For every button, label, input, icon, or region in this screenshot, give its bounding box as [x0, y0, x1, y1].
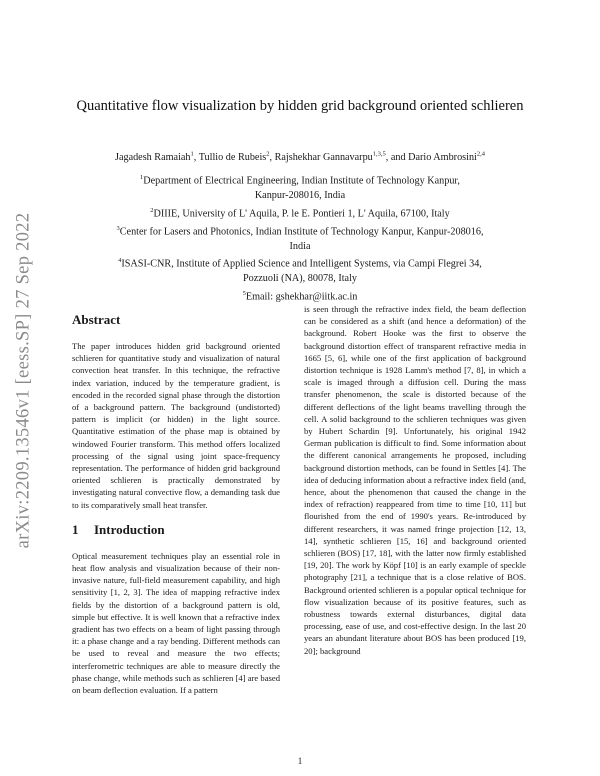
section-title: Introduction — [94, 521, 165, 537]
affiliation-line: Pozzuoli (NA), 80078, Italy — [242, 273, 358, 285]
author: Tullio de Rubeis$^2$, — [198, 151, 275, 164]
affiliation-line: $^2$DIIIE, University of L' Aquila, P. le E. Pontieri 1, L' Aquila, 67100, Italy — [150, 206, 450, 219]
left-column — [72, 312, 280, 696]
page-number: 1 — [297, 756, 303, 766]
arxiv-identifier-text: arXiv:2209.13546v1 [eess.SP] 27 Sep 2022 — [13, 212, 34, 548]
right-column — [304, 303, 526, 657]
author: Rajshekhar Gannavarpu$^{1,3,5}$, — [274, 151, 391, 164]
author: Jagadesh Ramaiah$^1$, — [114, 151, 199, 164]
arxiv-identifier-stamp — [8, 180, 40, 580]
affiliation-line: Kanpur-208016, India — [254, 189, 346, 201]
author-list — [60, 151, 540, 163]
affiliation-line: $^3$Center for Lasers and Photonics, Indian Institute of Technology Kanpur, Kanpur-208016, — [116, 224, 484, 237]
section-number: 1 — [72, 521, 79, 537]
abstract-heading: Abstract — [72, 312, 121, 327]
affiliations — [60, 171, 540, 305]
right-column-text: is seen through the refractive index field, the beam deflection can be considered as a shift (and hence a deformation) of the background. Robert Hooke was the first to observe the background distortion effect of transparent refractive media in 1665 [5, 6], while one of the first application of background distortion technique is 1928 Lamm's method [7, 8], in which a scale is imaged through a diffusion cell. During the mass transfer phenomenon, the scale is distorted because of the different deflections of the light beams travelling through the cell. A solid background to the schlieren techniques was given by Hubert Schardin [9]. Unfortunately, his original 1942 German publication is difficult to find. Some information about the different canonical arrangements he proposed, including background distortion methods, can be found in Settles [4]. The idea of deducing information about a refractive index field (and, hence, about the phenomenon that caused the change in the index of refraction) reappeared from time to time [10, 11] but flourished from the end of 1990's years. Re-introduced by different researchers, it was named fringe projection [12, 13, 14], synthetic schlieren [15, 16] and background oriented schlieren (BOS) [17, 18], with the latter now firmly established [19, 20]. The work by Köpf [10] is an early example of speckle photography [21], a technique that is a close relative of BOS. Background oriented schlieren is a popular optical technique for flow visualization because of its positive features, such as robustness towards external disturbances, digital data processing, ease of use, and cost-effective design. In the last 20 years an abundant literature about BOS has been produced [19, 20]; background — [304, 304, 526, 656]
affiliation-email: $^5$Email: gshekhar@iitk.ac.in — [242, 289, 358, 303]
author: and Dario Ambrosini$^{2,4}$ — [390, 151, 486, 164]
affiliation-line: India — [289, 240, 311, 252]
paper-title: Quantitative flow visualization by hidden grid background oriented schlieren — [76, 98, 524, 114]
introduction-heading — [72, 522, 280, 538]
introduction-text: Optical measurement techniques play an essential role in heat flow analysis and visualization because of their non-invasive nature, full-field measurement capability, and high sensitivity [1, 2, 3]. The idea of mapping refractive index fields by the distortion of a background pattern is old, simple but effective. It is well known that a refractive index gradient has two effects on a beam of light passing through it: a phase change and a ray bending. Different methods can be used to reveal and measure the two effects; interferometric techniques are able to measure directly the phase change, while methods such as schlieren [4] are based on beam deflection evaluation. If a pattern — [72, 550, 280, 696]
affiliation-line: $^1$Department of Electrical Engineering, Indian Institute of Technology Kanpur, — [140, 174, 460, 187]
affiliation-line: $^4$ISASI-CNR, Institute of Applied Science and Intelligent Systems, via Campi Flegrei 34, — [118, 257, 482, 270]
abstract-text: The paper introduces hidden grid background oriented schlieren for quantitative study and visualization of natural convection heat transfer. In this technique, the refractive index variation, induced by the temperature gradient, is encoded in the recorded signal phase through the distortion of a background pattern. The background (undistorted) pattern is implicit (or hidden) in the light source. Quantitative estimation of the phase map is obtained by windowed Fourier transform. This method offers localized processing of the signal using joint space-frequency representation. The performance of hidden grid background oriented schlieren is practically demonstrated by investigating natural convective flow, a demanding task due to its comparatively small heat transfer. — [72, 341, 280, 510]
